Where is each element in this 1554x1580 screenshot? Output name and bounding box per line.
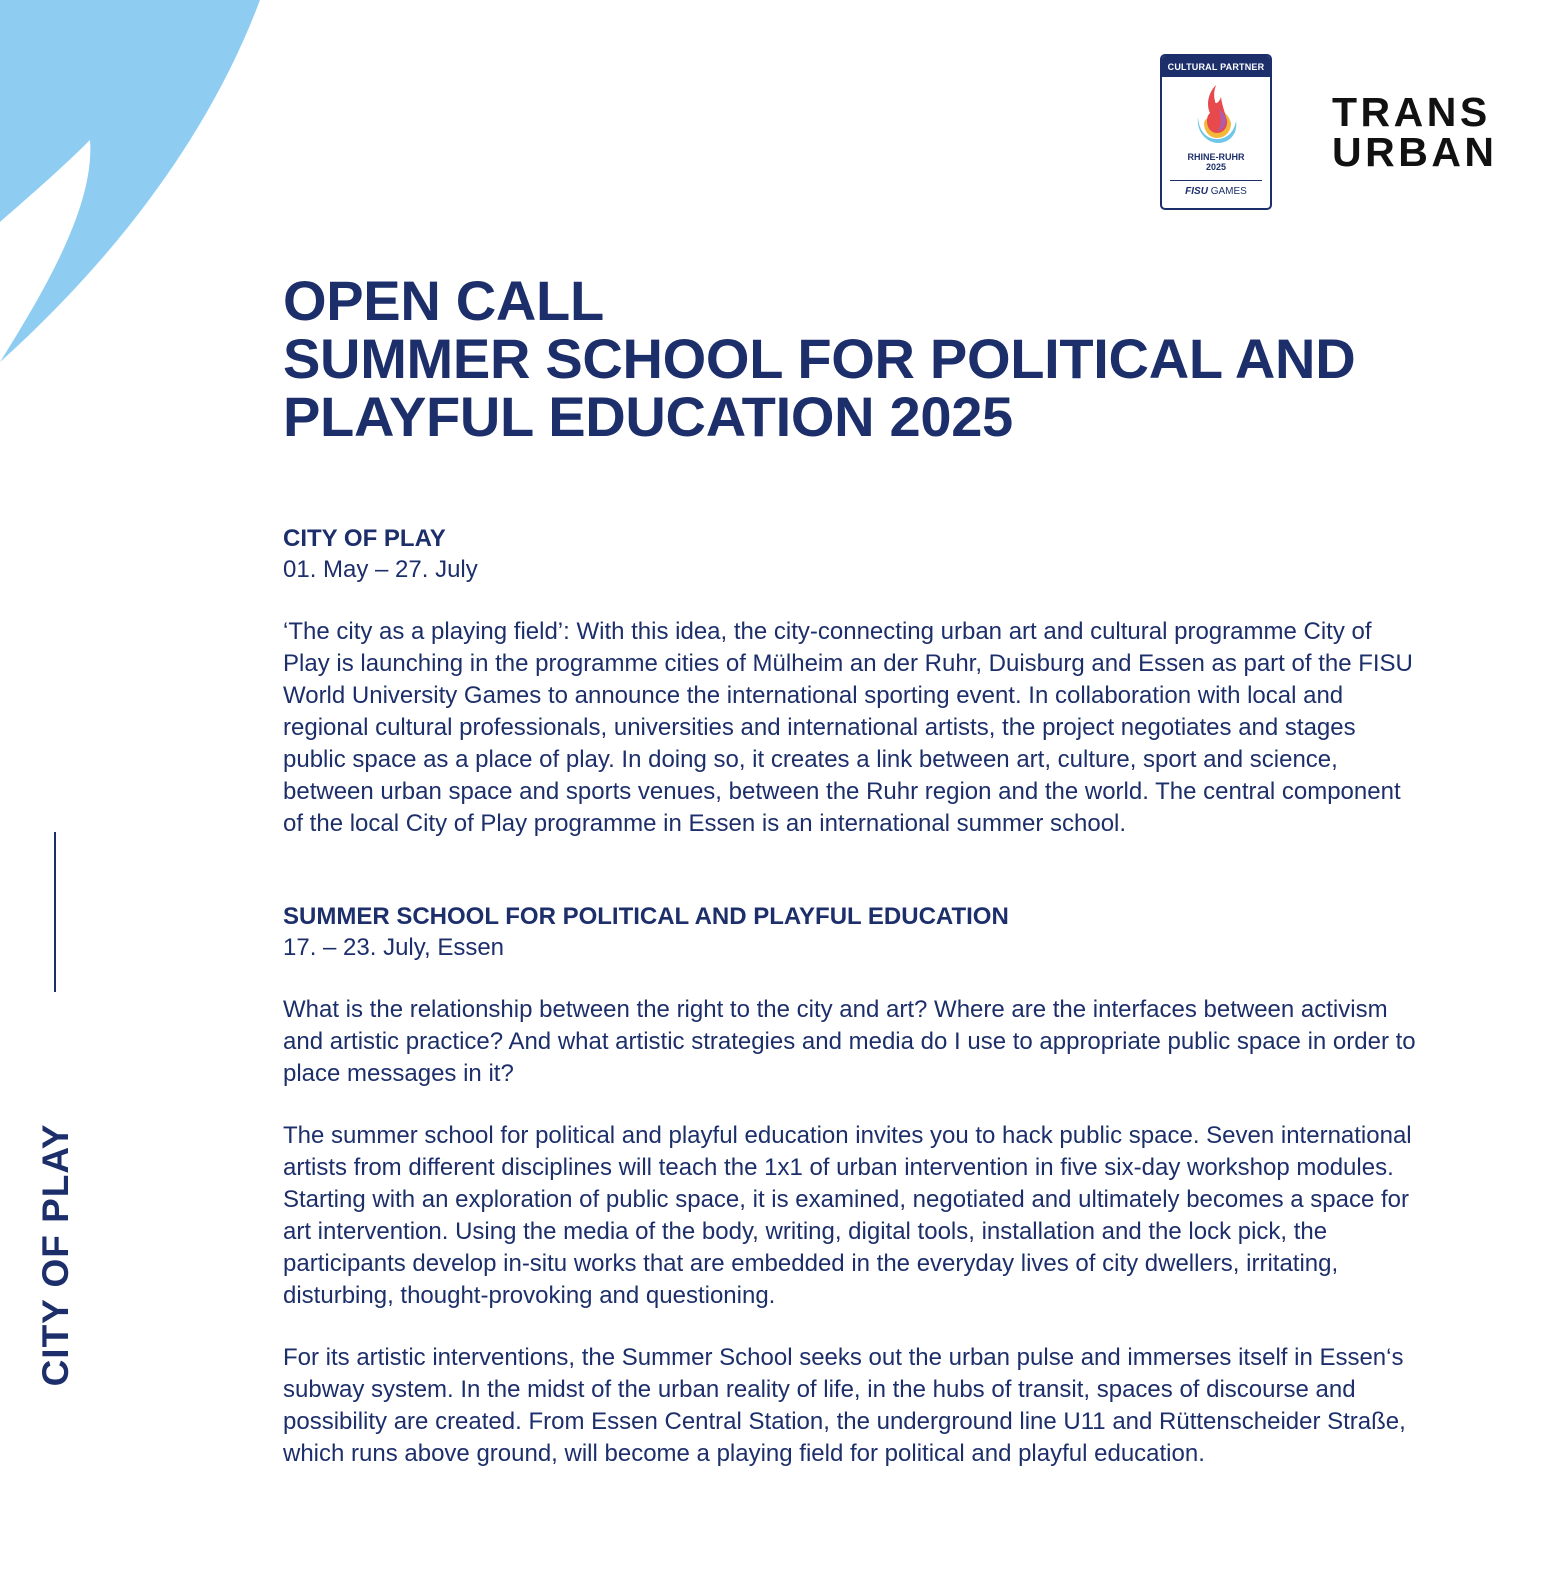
badge-fisu: FISU <box>1185 186 1208 197</box>
badge-city: RHINE-RUHR <box>1187 152 1245 162</box>
paragraph: ‘The city as a playing field’: With this idea, the city-connecting urban art and cultural programme City of Play is launching in the programme cities of Mülheim an der Ruhr, Duisburg and Essen as part of the FISU World University Games to announce the international sporting event. In collaboration with local and regional cultural professionals, universities and international artists, the project negotiates and stages public space as a place of play. In doing so, it creates a link between art, culture, sport and science, between urban space and sports venues, between the Ruhr region and the world. The central component of the local City of Play programme in Essen is an international summer school. <box>283 618 1413 837</box>
transurban-logo <box>1332 89 1498 175</box>
section-date: 17. – 23. July, Essen <box>283 934 505 961</box>
section-heading: CITY OF PLAY <box>283 525 446 552</box>
badge-games: GAMES <box>1210 186 1247 197</box>
paragraph: For its artistic interventions, the Summer School seeks out the urban pulse and immerses itself in Essen‘s subway system. In the midst of the urban reality of life, in the hubs of transit, spaces of discourse and possibility are created. From Essen Central Station, the underground line U11 and Rüttenscheider Straße, which runs above ground, will become a playing field for political and playful education. <box>283 1344 1406 1467</box>
section-heading: SUMMER SCHOOL FOR POLITICAL AND PLAYFUL EDUCATION <box>283 903 1009 930</box>
main-content <box>283 269 1423 1470</box>
side-label: CITY OF PLAY <box>35 1123 76 1387</box>
decorative-swoosh <box>0 0 270 370</box>
badge-label: CULTURAL PARTNER <box>1162 56 1270 77</box>
side-divider-line <box>54 832 56 992</box>
cultural-partner-badge <box>1160 54 1272 210</box>
title-line-3: PLAYFUL EDUCATION 2025 <box>283 385 1013 448</box>
paragraph: What is the relationship between the right to the city and art? Where are the interfaces between activism and artistic practice? And what artistic strategies and media do I use to appropriate public space in order to place messages in it? <box>283 996 1416 1087</box>
section-date: 01. May – 27. July <box>283 556 478 583</box>
page-title <box>283 269 1423 448</box>
title-line-2: SUMMER SCHOOL FOR POLITICAL AND <box>283 327 1356 390</box>
brand-line-2: URBAN <box>1332 129 1498 175</box>
paragraph: The summer school for political and playful education invites you to hack public space. Seven international artists from different disciplines will teach the 1x1 of urban intervention in five six-day workshop modules. Starting with an exploration of public space, it is examined, negotiated and ultimately becomes a space for art intervention. Using the media of the body, writing, digital tools, installation and the lock pick, the participants develop in-situ works that are embedded in the everyday lives of city dwellers, irritating, disturbing, thought-provoking and questioning. <box>283 1122 1412 1309</box>
flame-icon <box>1186 83 1246 149</box>
brand-line-1: TRANS <box>1332 89 1491 135</box>
section-city-of-play <box>283 524 1423 840</box>
badge-divider <box>1170 180 1262 181</box>
section-summer-school <box>283 902 1423 1470</box>
title-line-1: OPEN CALL <box>283 269 604 332</box>
badge-year: 2025 <box>1205 162 1227 172</box>
